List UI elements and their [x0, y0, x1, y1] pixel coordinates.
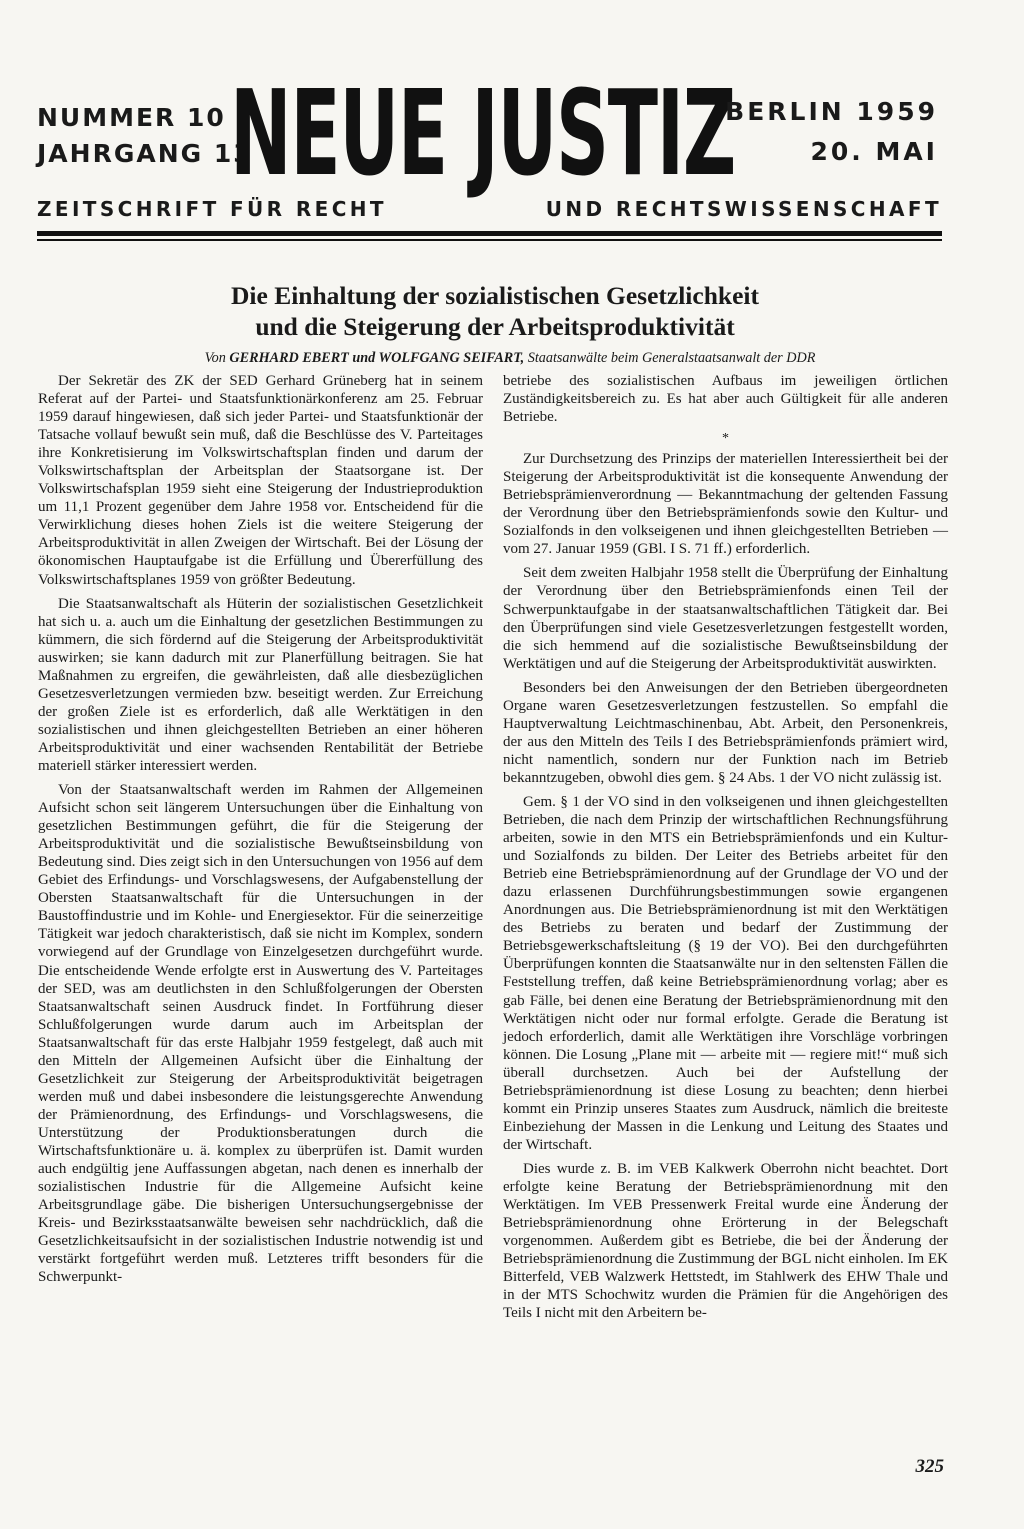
paragraph: Seit dem zweiten Halbjahr 1958 stellt die Überprüfung der Einhaltung der Verordnung über den Betriebsprämienfonds einen Teil der Schwerpunktaufgabe in der staatsanwaltschaftlichen Tätigkeit dar. Bei den Überprüfungen sind viele Gesetzesverletzungen festgestellt worden, die sich hemmend auf die sozialistische Bewußtseinsbildung der Werktätigen und auf die Steigerung der Arbeitsproduktivität auswirkten. — [503, 565, 948, 672]
paragraph: Besonders bei den Anweisungen der den Betrieben übergeordneten Organe waren Gesetzesverletzungen festzustellen. So empfahl die Hauptverwaltung Leichtmaschinenbau, Abt. Arbeit, den Personenkreis, der aus den Mitteln des Teils I des Betriebsprämienfonds prämiert wird, nicht namentlich, sondern nur der Funktion nach im Betrieb bekanntzugeben, obwohl dies gem. § 24 Abs. 1 der VO nicht zulässig ist. — [503, 679, 948, 786]
masthead-issue-info — [37, 100, 253, 172]
byline-authors: GERHARD EBERT und WOLFGANG SEIFART, — [229, 350, 525, 366]
issue-number: NUMMER 10 — [37, 103, 226, 132]
paragraph: Gem. § 1 der VO sind in den volkseigenen und ihnen gleichgestellten Betrieben, die nach dem Prinzip der wirtschaftlichen Rechnungsführung arbeiten, sowie in den MTS ein Betriebsprämienfonds und ein Kultur- und Sozialfonds zu bilden. Der Leiter des Betriebs arbeitet für den Betrieb eine Betriebsprämienordnung auf der Grundlage der VO und der dazu erlassenen Durchführungsbestimmungen sowie ergangenen Anordnungen aus. Die Betriebsprämienordnung ist mit den Werktätigen des Betriebs zu beraten und bedarf der Zustimmung der Betriebsgewerkschaftsleitung (§ 19 der VO). Bei den durchgeführten Überprüfungen konnten die Staatsanwälte nur in den seltensten Fällen die Feststellung treffen, daß keine Betriebsprämienordnung vorlag; aber es gab Fälle, bei denen eine Beratung der Betriebsprämienordnung mit den Werktätigen nicht oder nur formal erfolgte. Gerade die Beratung ist jedoch erforderlich, damit alle Werktätigen ihre Vorschläge vorbringen können. Die Losung „Plane mit — arbeite mit — regiere mit!“ muß sich überall durchsetzen. Auch bei der Aufstellung der Betriebsprämienordnung ist diese Losung zu beachten; denn hierbei kommt ein Prinzip unseres Staates zum Ausdruck, nämlich die breiteste Einbeziehung der Massen in die Lenkung und Leitung des Staates und der Wirtschaft. — [503, 793, 948, 1153]
paragraph: Dies wurde z. B. im VEB Kalkwerk Oberrohn nicht beachtet. Dort erfolgte keine Beratung der Betriebsprämienordnung mit den Werktätigen. Im VEB Pressenwerk Freital wurde eine Änderung der Betriebsprämienordnung ohne Erörterung in der Belegschaft vorgenommen. Außerdem gibt es Betriebe, die bei der Änderung der Betriebsprämienordnung die Zustimmung der BGL nicht einholen. Im EK Bitterfeld, VEB Walzwerk Hettstedt, im Stahlwerk des EHW Thale und in der MTS Schochwitz wurden die Prämien für die Angehörigen des Teils I nicht mit den Arbeitern be- — [503, 1160, 948, 1322]
subtitle-right: UND RECHTSWISSENSCHAFT — [545, 197, 942, 221]
text-column-right — [503, 372, 948, 1328]
paragraph: Der Sekretär des ZK der SED Gerhard Grüneberg hat in seinem Referat auf der Partei- und Staatsfunktionärkonferenz am 25. Februar 1959 darauf hingewiesen, daß sich jeder Partei- und Staatsfunktionär der Tatsache vollauf bewußt sein muß, daß die Beschlüsse des V. Parteitages ihre Konkretisierung im Volkswirtschaftsplan finden und darum der Volkswirtschaftsplan der Arbeitsplan der Staatsorgane ist. Der Volkswirtschafsplan 1959 sieht eine Steigerung der Industrieproduktion um 11,1 Prozent gegenüber dem Jahre 1958 vor. Entscheidend für die Verwirklichung dieses hohen Ziels ist die weitere Steigerung der Arbeitsproduktivität in allen Zweigen der Wirtschaft. Bei der Lösung der ökonomischen Hauptaufgabe ist die Erfüllung und Übererfüllung des Volkswirtschaftsplanes 1959 von größter Bedeutung. — [38, 373, 483, 588]
section-separator: * — [722, 431, 729, 447]
paragraph: Zur Durchsetzung des Prinzips der materiellen Interessiertheit bei der Steigerung der Arbeitsproduktivität ist die konsequente Anwendung der Betriebsprämienverordnung — Bekanntmachung der geltenden Fassung der Verordnung über den Betriebsprämienfonds sowie den Kultur- und Sozialfonds in den volkseigenen und ihnen gleichgestellten Betrieben — vom 27. Januar 1959 (GBl. I S. 71 ff.) erforderlich. — [503, 451, 948, 558]
masthead-rule-thin — [37, 239, 942, 241]
volume-number: JAHRGANG 13 — [37, 139, 253, 168]
logo-text: NEUE JUSTIZ — [230, 66, 735, 202]
byline-role: Staatsanwälte beim Generalstaatsanwalt der DDR — [527, 350, 816, 366]
paragraph: Von der Staatsanwaltschaft werden im Rahmen der Allgemeinen Aufsicht schon seit längerem Untersuchungen über die Einhaltung von gesetzlichen Bestimmungen geführt, die für die Steigerung der Arbeitsproduktivität und die sozialistische Bewußtseinsbildung von Bedeutung sind. Dies zeigt sich in den Untersuchungen von 1956 auf dem Gebiet des Erfindungs- und Vorschlagswesens, der Aufgabenstellung der Obersten Staatsanwaltschaft für die Untersuchungen in der Baustoffindustrie und im Kohle- und Energiesektor. Für die seinerzeitige Tätigkeit war jedoch charakteristisch, daß sie nicht im Komplex, sondern vorwiegend auf der Grundlage von Einzelgesetzen durchgeführt wurde. Die entscheidende Wende erfolgte erst in Auswertung des V. Parteitages der SED, was am deutlichsten in den Schlußfolgerungen der Obersten Staatsanwaltschaft seinen Ausdruck findet. In Fortführung dieser Schlußfolgerungen wurde darum auch im Arbeitsplan der Staatsanwaltschaft für das erste Halbjahr 1959 festgelegt, daß auch mit den Mitteln der Allgemeinen Aufsicht über die Einhaltung der Gesetzlichkeit zur Steigerung der Arbeitsproduktivität beigetragen werden muß und dabei insbesondere die leistungsgerechte Anwendung der Prämienordnung, des Erfindungs- und Vorschlagswesens, die Unterstützung der Produktionsberatungen durch die Wirtschaftsfunktionäre u. ä. komplex zu überprüfen ist. Damit wurden auch endgültig jene Auffassungen abgetan, nach denen es innerhalb der sozialistischen Industrie für die Allgemeine Aufsicht keine Arbeitsgrundlage gäbe. Die bisherigen Untersuchungsergebnisse der Kreis- und Bezirksstaatsanwälte beweisen sehr nachdrücklich, daß die Gesetzlichkeitsaufsicht in der sozialistischen Industrie notwendig ist und verstärkt fortgeführt werden muß. Letzteres trifft besonders für die Schwerpunkt- — [38, 782, 483, 1286]
byline-prefix: Von — [204, 350, 226, 366]
paragraph-continuation: betriebe des sozialistischen Aufbaus im jeweiligen örtlichen Zuständigkeitsbereich zu. Es hat aber auch Gültigkeit für alle anderen Betriebe. — [503, 373, 948, 426]
subtitle-left: ZEITSCHRIFT FÜR RECHT — [37, 197, 387, 221]
journal-logo — [222, 66, 742, 216]
article-title-line-2: und die Steigerung der Arbeitsproduktivität — [255, 312, 735, 341]
masthead-rule-thick — [37, 231, 942, 236]
page-number: 325 — [915, 1456, 944, 1477]
article-byline — [70, 350, 950, 367]
paragraph: Die Staatsanwaltschaft als Hüterin der sozialistischen Gesetzlichkeit hat sich u. a. auch um die Einhaltung der gesetzlichen Bestimmungen zu kümmern, die sich fördernd auf die Steigerung der Arbeitsproduktivität auswirken; sie kann dadurch mit zur Planerfüllung beitragen. Sie hat Maßnahmen zu ergreifen, die gewährleisten, daß alle diesbezüglichen Gesetzesverletzungen vermieden bzw. beseitigt werden. Zur Erreichung der großen Ziele ist es erforderlich, daß alle Werktätigen in den sozialistischen und ihnen gleichgestellten Betrieben an einer höheren Arbeitsproduktivität und einer wachsenden Rentabilität der Betriebe materiell stärker interessiert werden. — [38, 595, 483, 774]
text-column-left — [38, 372, 483, 1292]
article-title — [40, 280, 950, 342]
city-year: BERLIN 1959 — [725, 97, 938, 126]
article-title-line-1: Die Einhaltung der sozialistischen Gesetzlichkeit — [231, 281, 759, 310]
masthead-date-info — [725, 92, 938, 172]
issue-date: 20. MAI — [810, 137, 938, 166]
